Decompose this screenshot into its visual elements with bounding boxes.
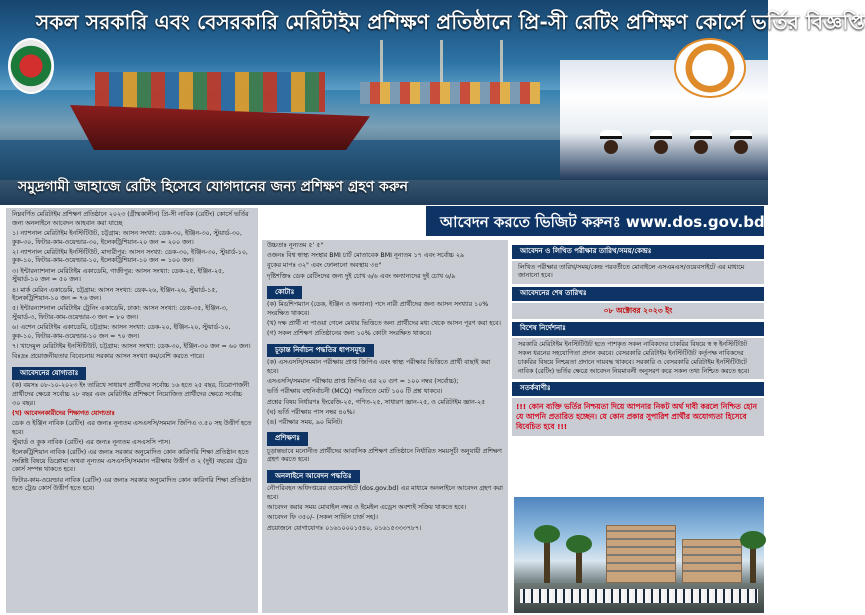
education-item: ডেক ও ইঞ্জিন নাবিক (রেটিং) এর জন্যঃ নূন্যতম এসএসসি/সমমান জিপিএ ৩.৫০ সহ উত্তীর্ণ হতে হবে। <box>12 419 252 436</box>
warning-heading: সতর্কবাণীঃ <box>512 382 764 396</box>
physical-item: দৃষ্টিশক্তিঃ ডেক রেটিংদের জন্য দুই চোখ ৬/৬ এবং অন্যান্যদের দুই চোখ ৬/৯ <box>267 272 456 280</box>
parade-cadets-image <box>520 589 758 603</box>
seat-note: বিঃদ্রঃ প্রয়োজনীয়তার বিবেচনায় সরকার আসন সংখ্যা কম/বেশি করতে পারে। <box>12 353 205 361</box>
institute-item: ৪। মার্ক মেরিন একাডেমি, চট্টগ্রাম: আসন সংখ্যা: ডেক-২৬, ইঞ্জিন-২৬, স্টুয়ার্ড-১৫, ইলেকট্রিশিয়ান-১০ জন = ৭৬ জন। <box>12 286 218 303</box>
online-item: নৌপরিবহন অধিদপ্তরের ওয়েবসাইটে (dos.gov.bd) এর মাধ্যমে অনলাইনে আবেদন গ্রহণ করা হবে। <box>267 485 503 501</box>
training-heading: প্রশিক্ষণঃ <box>267 432 308 446</box>
special-instructions-heading: বিশেষ নির্দেশনাঃ <box>512 322 764 336</box>
warning-text: !!! কোন ব্যক্তি ভর্তির নিশ্চয়তা দিয়ে আপনার নিকট অর্থ দাবী করলে নিশ্চিত হোন যে আপনি প্রতারিত হচ্ছেন। যে কোন প্রকার সুপারিশ প্রার্থীর অযোগ্যতা হিসেবে বিবেচিত হবে !!! <box>512 398 764 436</box>
institute-item: ১। ন্যাশনাল মেরিটাইম ইনস্টিটিউট, চট্টগ্রাম: আসন সংখ্যা: ডেক-৩০, ইঞ্জিন-৩০, স্টুয়ার্ড-৩০, কুক-৩০, ফিটার-কাম-ওয়েল্ডার-৩০, ইলেকট্রিশিয়ান-২০ জন = ২০০ জন। <box>12 229 242 246</box>
government-seal-logo <box>8 38 54 94</box>
institute-item: ৩। ইন্টারন্যাশনাল মেরিটাইম একাডেমি, গাজীপুর: আসন সংখ্যা: ডেক-২৫, ইঞ্জিন-২৫, স্টুয়ার্ড-১০ জন = ৫০ জন। <box>12 267 225 284</box>
side-building-image <box>682 539 742 583</box>
online-item: আবেদন ফি ৩৫০/- (সকল সার্ভিস চার্জ সহ)। <box>267 514 378 522</box>
education-item: ইলেকট্রিশিয়ান নাবিক (রেটিং) এর জন্যঃ সরকার অনুমোদিত কোন কারিগরি শিক্ষা প্রতিষ্ঠান হতে সংশ্লিষ্ট বিষয়ে ডিপ্লোমা অথবা নূন্যতম এসএসসি/সমমান পরীক্ষায় উত্তীর্ণ ও ২ (দুই) বছরের ট্রেড কোর্স সম্পন্ন থাকতে হবে। <box>12 448 249 474</box>
quota-item: (খ) দক্ষ প্রার্থী না পাওয়া গেলে মেধার ভিত্তিতে অন্য প্রার্থীদের মধ্য থেকে আসন পূরণ করা হবে। <box>267 320 501 328</box>
deadline-date: ০৮ অক্টোবর ২০২৩ ইং <box>512 303 764 320</box>
selection-heading: চূড়ান্ত নির্বাচন পদ্ধতির ধাপসমূহঃ <box>267 344 374 358</box>
physical-item: ওজনঃ বিশ্ব স্বাস্থ্য সংস্থার BMI চার্ট মোতাবেক BMI নূন্যতম ১৭ এবং সর্বোচ্চ ২৯ <box>267 252 465 260</box>
deadline-heading: আবেদনের শেষ তারিখঃ <box>512 287 764 301</box>
institute-item: ২। ন্যাশনাল মেরিটাইম ইনস্টিটিউট, মাদারীপুর: আসন সংখ্যা: ডেক-৩০, ইঞ্জিন-৩০, স্টুয়ার্ড-১০, কুক-১০, ফিটার-কাম-ওয়েল্ডার-১০, ইলেকট্রিশিয়ান-১০ জন = ১০০ জন। <box>12 248 248 265</box>
selection-item: এসএসসি/সমমান পরীক্ষায় প্রাপ্ত জিপিএ এর ২০ গুণ = ১০০ নম্বর (সর্বোচ্চ); <box>267 378 459 386</box>
notice-title: সকল সরকারি এবং বেসরকারি মেরিটাইম প্রশিক্ষণ প্রতিষ্ঠানে প্রি-সী রেটিং প্রশিক্ষণ কোর্সে ভর্তির বিজ্ঞপ্তি <box>36 10 865 34</box>
quota-item: (ক) মিডশিপম্যান (ডেক, ইঞ্জিন ও অন্যান্য) পদে নারী প্রার্থীদের জন্য আসন সংখ্যার ১০% সংরক্ষিত থাকবে। <box>267 301 489 318</box>
intro-text: নিম্নবর্ণিত মেরিটাইম প্রশিক্ষণ প্রতিষ্ঠানে ২০২৩ (গ্রীষ্মকালীন) প্রি-সী নাবিক (রেটিং) কোর্সে ভর্তির জন্য অনলাইনে আবেদন আহবান করা যাচ্ছে <box>12 211 249 227</box>
special-instructions-text: সরকারি মেরিটাইম ইনস্টিটিউট হতে পাশকৃত সকল নাবিকদের চাকরির বিষয়ে স্ব স্ব ইনস্টিটিউট সকল ধরনের সহযোগিতা প্রদান করবে। বেসরকারি মেরিটাইম ইনস্টিটিউট কর্তৃপক্ষ নাবিকদের চাকরির বিষয়ে নিশ্চয়তা প্রদানে দায়বদ্ধ থাকবে। সরকারি ও বেসরকারি মেরিটাইম ইনস্টিটিউটে নাবিক (রেটিং) ভর্তির ক্ষেত্রে আবেদন নিয়মাবলী অনুসরণ করে সকল তথ্য নিশ্চিত করতে হবে। <box>512 338 764 379</box>
institute-item: ৫। ইন্টারন্যাশনাল মেরিটাইম ট্রেনিং একাডেমি, ঢাকা: আসন সংখ্যা: ডেক-৩৫, ইঞ্জিন-৩, স্টুয়ার্ড-৩, ফিটার-কাম-ওয়েল্ডার-৩ জন = ৮০ জন। <box>12 305 228 322</box>
dates-heading: আবেদন ও লিখিত পরীক্ষার তারিখ/সময়/কেন্দ্রঃ <box>512 245 764 259</box>
selection-item: (ঙ) পরীক্ষার সময়, ৯০ মিনিট। <box>267 418 343 426</box>
education-item: ফিটার-কাম-ওয়েল্ডার নাবিক (রেটিং) এর জন্যঃ সরকার অনুমোদিত কোন কারিগরি শিক্ষা প্রতিষ্ঠান হতে ট্রেড কোর্স উত্তীর্ণ হতে হবে। <box>12 476 252 493</box>
institute-item: ৭। খাদেমুল মেরিটাইম ইনস্টিটিউট, চট্টগ্রাম: আসন সংখ্যা: ডেক-৩০, ইঞ্জিন-৩০ জন = ৬০ জন। <box>12 343 251 351</box>
helpline-text: প্রয়োজনে যোগাযোগঃ ০১৬১০০০১৫৪০, ০১৬১৫৩৩৩৭৮৭। <box>267 524 422 532</box>
requirements-column <box>262 240 508 613</box>
physical-item: উচ্চতাঃ নূন্যতম ৫' ৫" <box>267 242 324 249</box>
education-heading: (খ) আবেদনকারীদের শিক্ষাগত যোগ্যতাঃ <box>12 409 115 417</box>
cargo-ship-image <box>70 105 370 150</box>
selection-item: (ঘ) ভর্তি পরীক্ষায় পাস নম্বর ৪০%। <box>267 408 355 416</box>
education-item: স্টুয়ার্ড ও কুক নাবিক (রেটিং) এর জন্যঃ নূন্যতম এসএসসি পাস। <box>12 438 171 446</box>
eligibility-heading: আবেদনের যোগ্যতাঃ <box>12 367 86 381</box>
physical-item: বুকের মাপঃ ৩২" এবং ফোলানো অবস্থায় ৩৪" <box>267 262 382 270</box>
online-apply-heading: অনলাইনে আবেদন পদ্ধতিঃ <box>267 470 360 484</box>
quota-item: (গ) সকল প্রশিক্ষণ প্রতিষ্ঠানের জন্য ১০% কোটা সংরক্ষিত থাকবে। <box>267 330 432 338</box>
quota-heading: কোটাঃ <box>267 286 302 300</box>
academy-building-photo <box>514 497 764 613</box>
dates-text: লিখিত পরীক্ষার তারিখ/সময়/কেন্দ্র পরবর্তীতে মোবাইলে এসএমএস/ওয়েবসাইটে এর মাধ্যমে জানানো হবে। <box>512 261 764 285</box>
institutes-column <box>6 208 258 613</box>
institute-item: ৬। এশেন মেরিটাইম একাডেমি, চট্টগ্রাম: আসন সংখ্যা: ডেক-২০, ইঞ্জিন-২০, স্টুয়ার্ড-১০, কুক-১০, ফিটার-কাম-ওয়েল্ডার-১০ জন = ৭০ জন। <box>12 324 231 340</box>
ship-containers-image <box>95 72 325 112</box>
apply-website-banner[interactable]: আবেদন করতে ভিজিট করুনঃ www.dos.gov.bd <box>426 206 764 236</box>
banner-tagline: সমুদ্রগামী জাহাজে রেটিং হিসেবে যোগদানের জন্য প্রশিক্ষণ গ্রহণ করুন <box>18 179 408 195</box>
selection-item: ভর্তি পরীক্ষায় বহুনির্বাচনী (MCQ) পদ্ধতিতে মোট ১০০ টি প্রশ্ন থাকবে। <box>267 388 443 396</box>
selection-item: (ক) এসএসসি/সমমান পরীক্ষায় প্রাপ্ত জিপিএ এবং স্বাস্থ্য পরীক্ষার ভিত্তিতে প্রার্থী বাছাই করা হবে। <box>267 359 491 375</box>
eligibility-text: (ক) বয়সঃ ০৮-১০-২০২৩ ইং তারিখে সাধারণ প্রার্থীদের সর্বোচ্চ ১৬ হতে ২৫ বছর, চিরোপার্জনী প্রার্থীদের ক্ষেত্রে সর্বোচ্চ ২৮ বছর এবং মেরিটাইম প্রশিক্ষণে নিয়োজিত প্রার্থীদের ক্ষেত্রে সর্বোচ্চ ৩০ বছর। <box>12 382 250 407</box>
online-item: আবেদন করার সময় মোবাইল নম্বর ও ইমেইল এড্রেস অবশ্যই সক্রিয় থাকতে হবে। <box>267 504 466 512</box>
dock-containers-image <box>360 82 540 104</box>
department-of-shipping-logo <box>674 38 746 98</box>
main-building-image <box>606 525 676 583</box>
selection-item: প্রশ্নের বিষয় নির্ধারণঃ ইংরেজি-২৫, গণিত-২৫, সাধারণ জ্ঞান-২৫, ও মেরিটাইম জ্ঞান-২৫ <box>267 398 486 406</box>
header-banner <box>0 0 865 205</box>
training-text: চূড়ান্তভাবে মনোনীত প্রার্থীদের আবাসিক প্রশিক্ষণ প্রতিষ্ঠানে নির্ধারিত সময়সূচী অনুযায়ী প্রশিক্ষণ গ্রহণ করতে হবে। <box>267 447 502 464</box>
